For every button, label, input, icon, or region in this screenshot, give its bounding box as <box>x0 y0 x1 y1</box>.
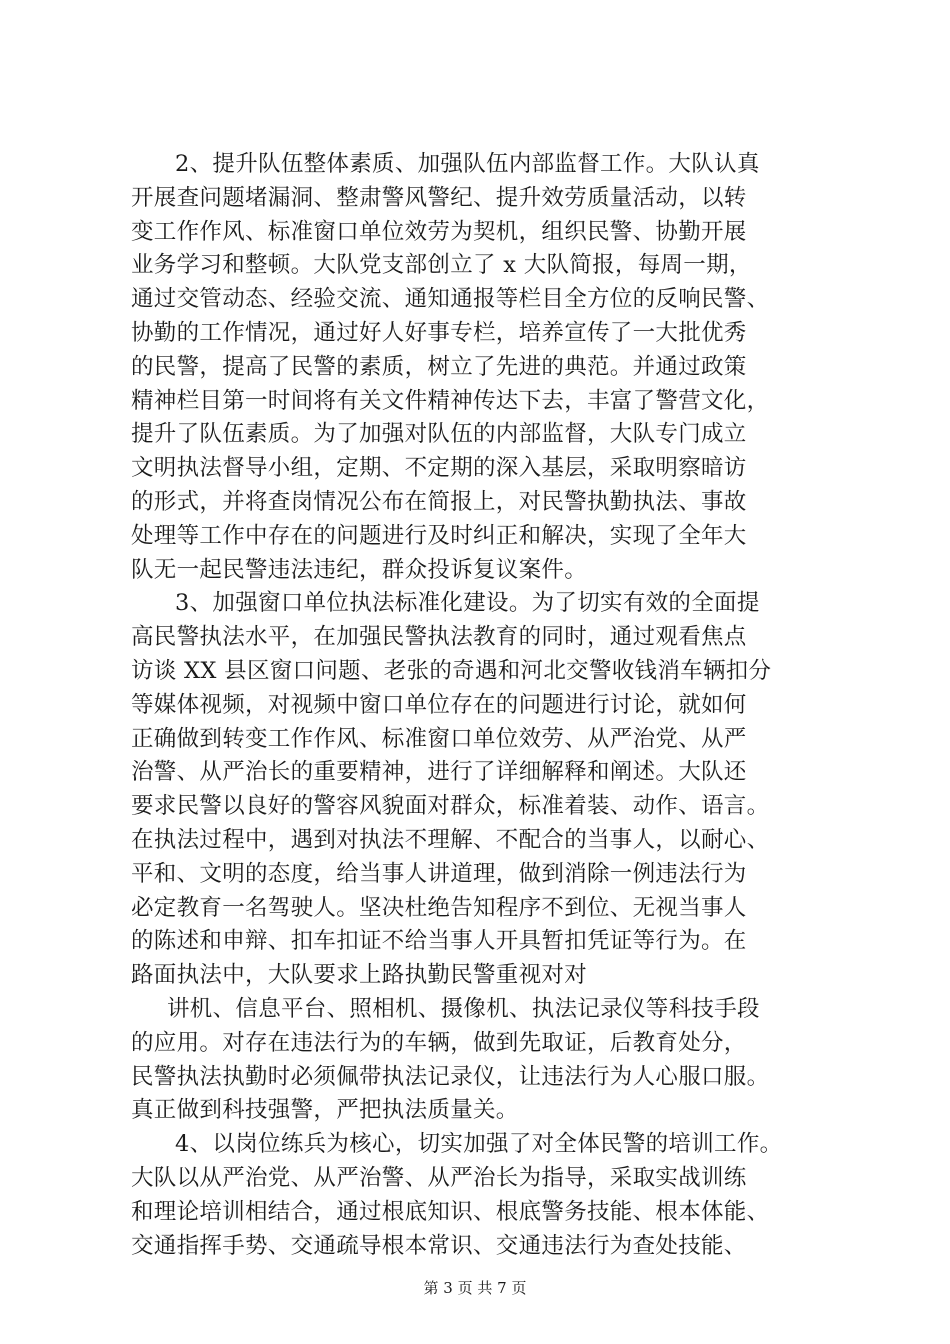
text-line: 高民警执法水平，在加强民警执法教育的同时，通过观看焦点 <box>131 624 747 651</box>
page-number-footer: 第 3 页 共 7 页 <box>423 1279 527 1297</box>
text-line: 交通指挥手势、交通疏导根本常识、交通违法行为查处技能、 <box>131 1232 747 1259</box>
text-line: 必定教育一名驾驶人。坚决杜绝告知程序不到位、无视当事人 <box>131 894 747 921</box>
text-line: 队无一起民警违法违纪，群众投诉复议案件。 <box>131 556 588 583</box>
text-line: 民警执法执勤时必须佩带执法记录仪，让违法行为人心服口服。 <box>131 1063 770 1090</box>
text-line: 平和、文明的态度，给当事人讲道理，做到消除一例违法行为 <box>131 860 747 887</box>
text-line: 业务学习和整顿。大队党支部创立了 x 大队简报，每周一期， <box>131 252 752 279</box>
text-line: 提升了队伍素质。为了加强对队伍的内部监督，大队专门成立 <box>131 421 747 448</box>
text-line: 协勤的工作情况，通过好人好事专栏，培养宣传了一大批优秀 <box>131 319 747 346</box>
text-line: 开展查问题堵漏洞、整肃警风警纪、提升效劳质量活动，以转 <box>131 184 747 211</box>
body-text <box>131 148 831 1263</box>
text-line: 大队以从严治党、从严治警、从严治长为指导，采取实战训练 <box>131 1164 747 1191</box>
paragraph-3 <box>131 587 831 993</box>
text-line: 访谈 XX 县区窗口问题、老张的奇遇和河北交警收钱消车辆扣分 <box>131 657 772 684</box>
text-line: 的民警，提高了民警的素质，树立了先进的典范。并通过政策 <box>131 353 747 380</box>
text-line: 在执法过程中，遇到对执法不理解、不配合的当事人，以耐心、 <box>131 826 770 853</box>
text-line: 通过交管动态、经验交流、通知通报等栏目全方位的反响民警、 <box>131 286 770 313</box>
text-line: 4、以岗位练兵为核心，切实加强了对全体民警的培训工作。 <box>175 1131 783 1158</box>
text-line: 精神栏目第一时间将有关文件精神传达下去，丰富了警营文化， <box>131 387 770 414</box>
text-line: 要求民警以良好的警容风貌面对群众，标准着装、动作、语言。 <box>131 793 770 820</box>
text-line: 文明执法督导小组，定期、不定期的深入基层，采取明察暗访 <box>131 455 747 482</box>
paragraph-2 <box>131 148 831 587</box>
text-line: 处理等工作中存在的问题进行及时纠正和解决，实现了全年大 <box>131 522 747 549</box>
text-line: 讲机、信息平台、照相机、摄像机、执法记录仪等科技手段 <box>167 995 760 1022</box>
text-line: 等媒体视频，对视频中窗口单位存在的问题进行讨论，就如何 <box>131 691 747 718</box>
text-line: 正确做到转变工作作风、标准窗口单位效劳、从严治党、从严 <box>131 725 747 752</box>
text-line: 治警、从严治长的重要精神，进行了详细解释和阐述。大队还 <box>131 759 747 786</box>
text-line: 3、加强窗口单位执法标准化建设。为了切实有效的全面提 <box>175 590 760 617</box>
text-line: 的陈述和申辩、扣车扣证不给当事人开具暂扣凭证等行为。在 <box>131 928 747 955</box>
paragraph-3-continued <box>131 993 831 1128</box>
text-line: 的形式，并将查岗情况公布在简报上，对民警执勤执法、事故 <box>131 488 747 515</box>
text-line: 真正做到科技强警，严把执法质量关。 <box>131 1097 519 1124</box>
text-line: 变工作作风、标准窗口单位效劳为契机，组织民警、协勤开展 <box>131 218 747 245</box>
text-line: 的应用。对存在违法行为的车辆，做到先取证，后教育处分， <box>131 1029 747 1056</box>
text-line: 和理论培训相结合，通过根底知识、根底警务技能、根本体能、 <box>131 1198 770 1225</box>
text-line: 路面执法中，大队要求上路执勤民警重视对对 <box>131 962 588 989</box>
paragraph-4 <box>131 1128 831 1263</box>
text-line: 2、提升队伍整体素质、加强队伍内部监督工作。大队认真 <box>175 151 760 177</box>
